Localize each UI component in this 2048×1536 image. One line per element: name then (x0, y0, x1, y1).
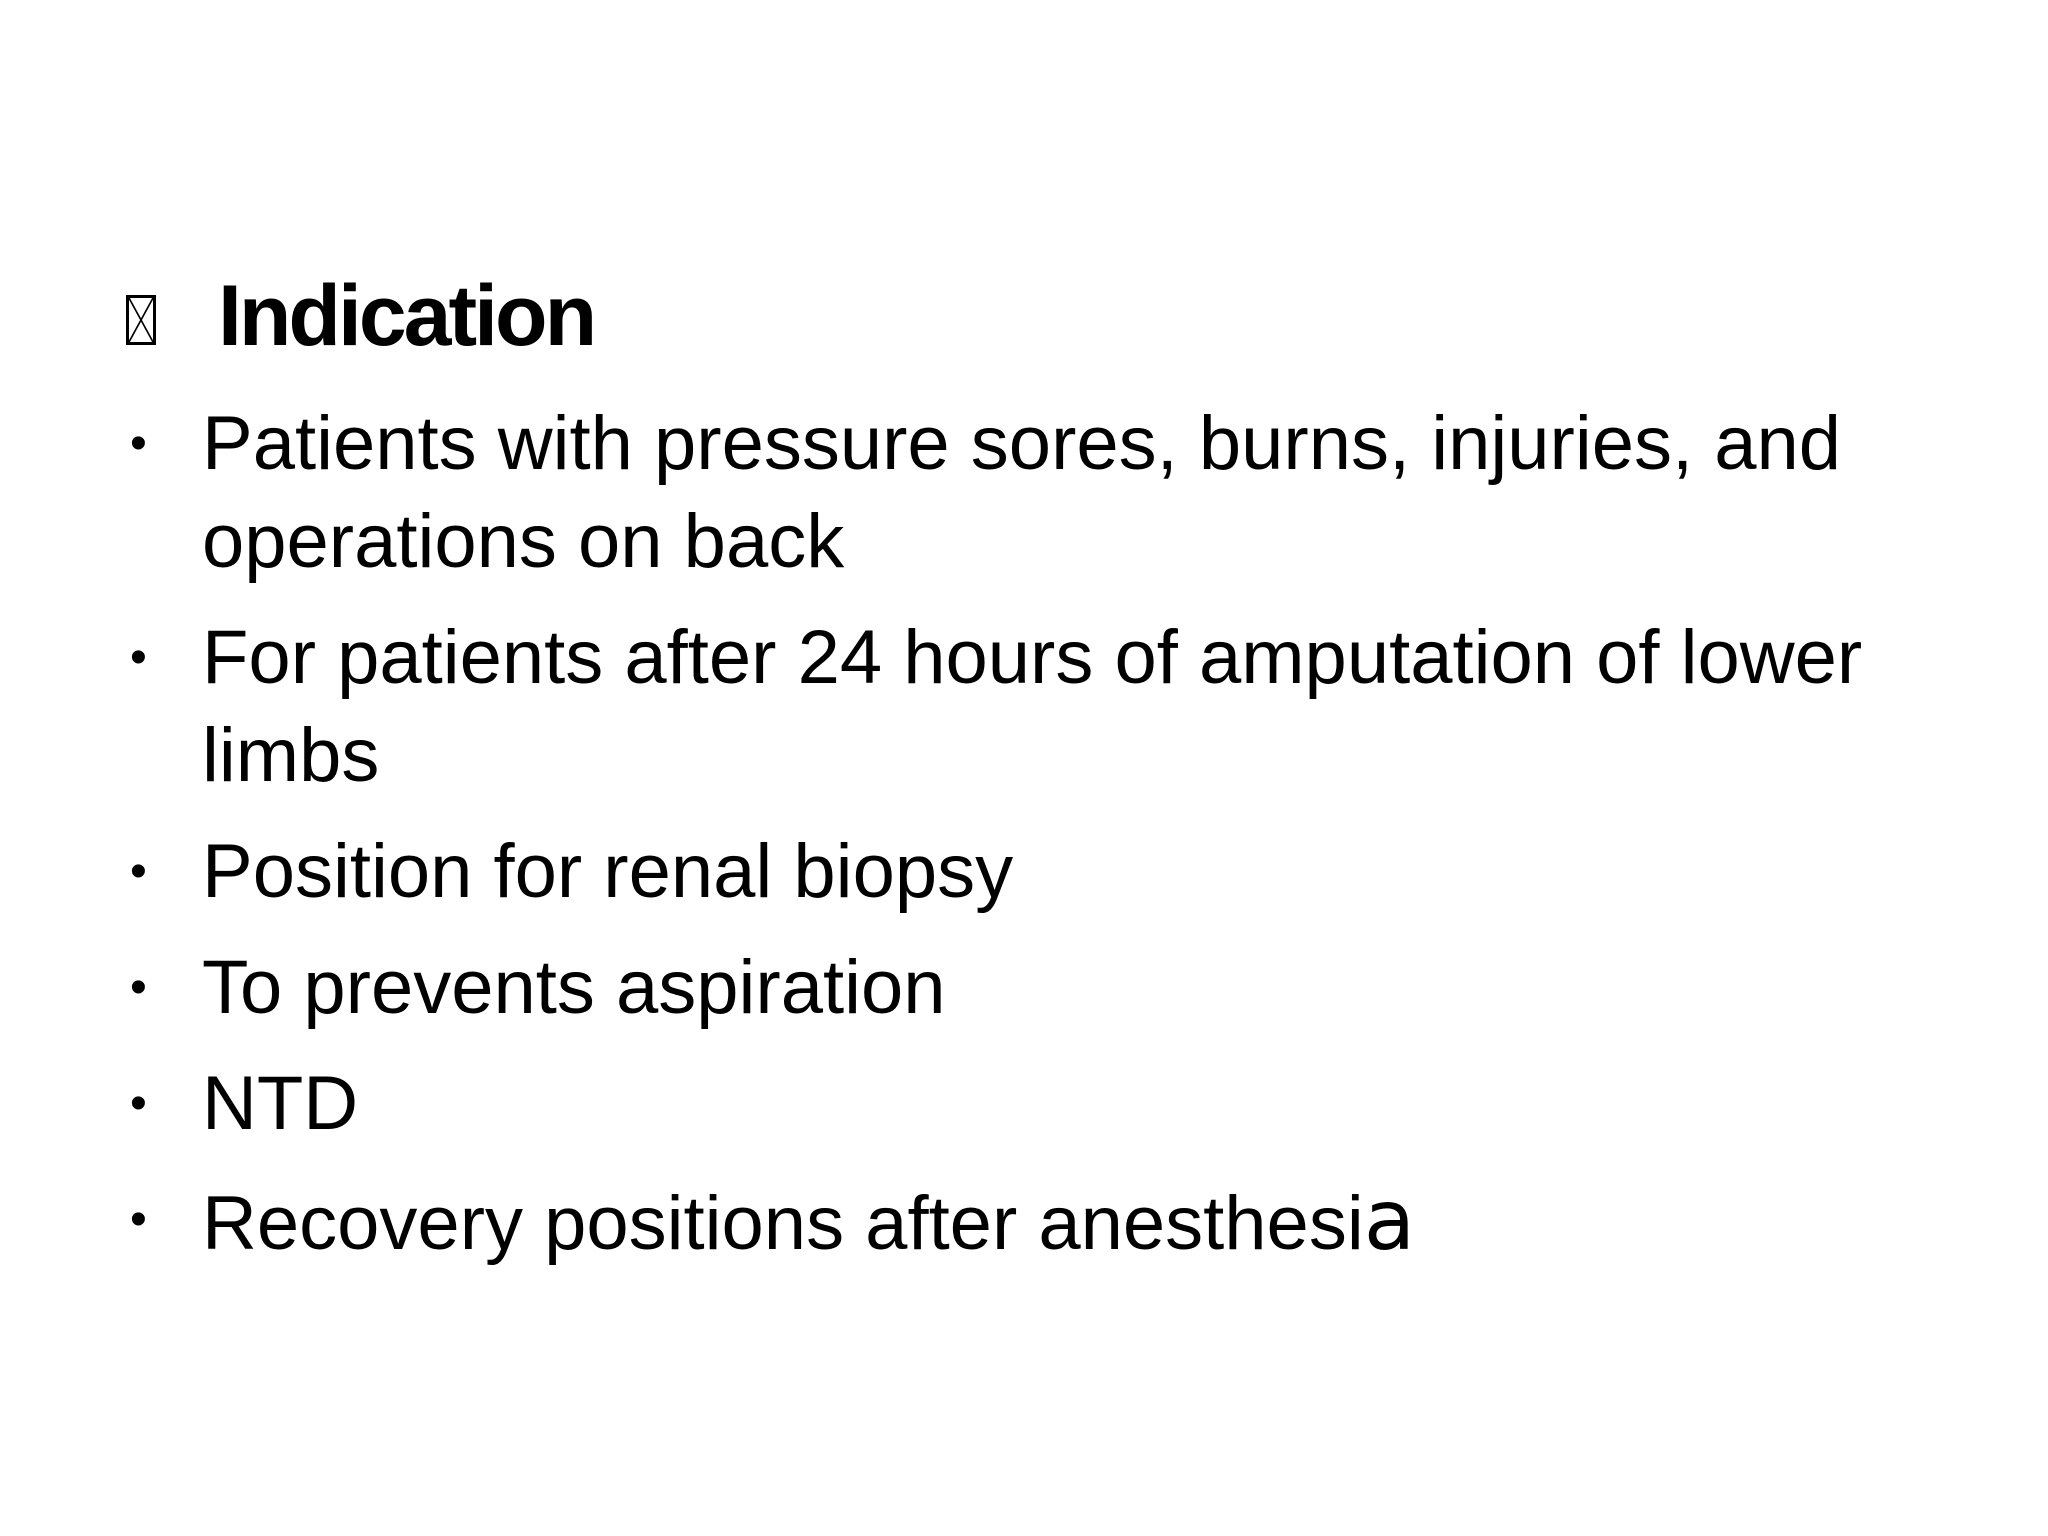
heading-row (126, 268, 594, 364)
bullet-icon: • (130, 1077, 147, 1130)
bullet-icon: • (130, 631, 147, 684)
bullet-text: For patients after 24 hours of amputation of lower limbs (202, 615, 1863, 798)
bullet-text: Recovery positions after anesthesi (202, 1181, 1364, 1266)
bullet-text: To prevents aspiration (202, 945, 946, 1030)
bullet-text: Position for renal biopsy (202, 829, 1014, 914)
bullet-list (124, 395, 1964, 1291)
list-item (124, 1055, 1964, 1153)
list-item (124, 609, 1964, 805)
bullet-icon: • (130, 417, 147, 470)
list-item (124, 1171, 1964, 1273)
bullet-icon: • (130, 961, 147, 1014)
list-item (124, 823, 1964, 921)
list-item (124, 939, 1964, 1037)
slide-heading: Indication (218, 268, 595, 364)
bullet-icon: • (130, 1193, 147, 1246)
bullet-text-tail: a (1363, 1171, 1416, 1269)
bullet-text: NTD (202, 1061, 359, 1146)
bullet-text: Patients with pressure sores, burns, injuries, and operations on back (202, 401, 1842, 584)
missing-glyph-box-icon (126, 295, 156, 345)
bullet-icon: • (130, 845, 147, 898)
list-item (124, 395, 1964, 591)
